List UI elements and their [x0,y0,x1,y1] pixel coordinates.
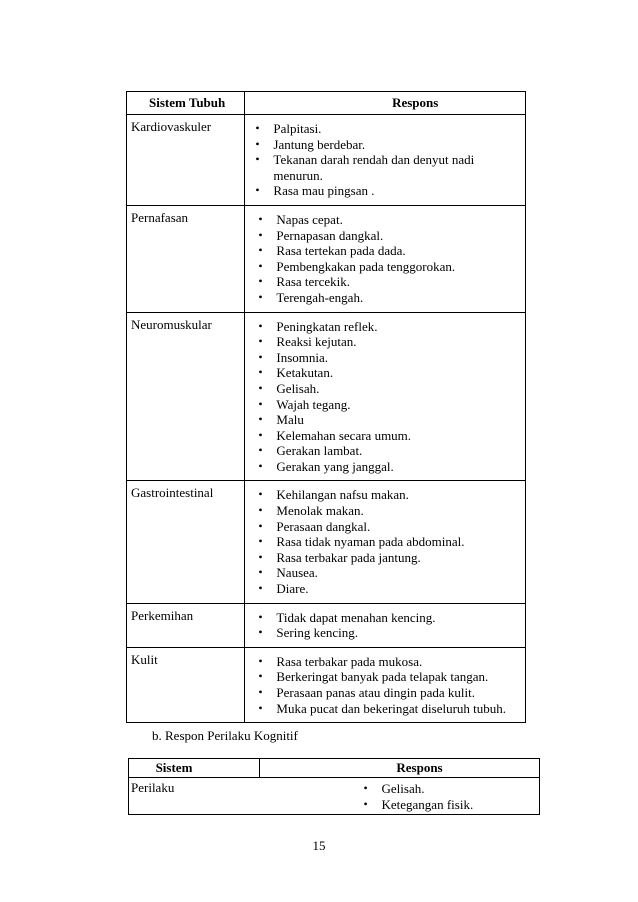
list-item: • Sering kencing. [276,625,525,641]
system-cell: Kulit [127,647,245,722]
table-row [127,481,526,603]
list-item: • Kehilangan nafsu makan. [276,487,525,503]
system-cell: Perilaku [129,778,260,815]
list-item: • Reaksi kejutan. [276,334,525,350]
list-item: • Jantung berdebar. [273,137,525,153]
response-cell [245,115,526,206]
list-item: • Ketakutan. [276,365,525,381]
list-item: • Muka pucat dan bekeringat diseluruh tubuh. [276,701,525,717]
section-subheading: b. Respon Perilaku Kognitif [152,728,298,743]
list-item: • Ketegangan fisik. [382,797,540,813]
list-item: • Rasa tercekik. [276,274,525,290]
table-row [127,115,526,206]
list-item: • Berkeringat banyak pada telapak tangan. [276,669,525,685]
list-item: • Napas cepat. [276,212,525,228]
table-header-row [129,759,540,778]
response-cell [260,778,540,815]
response-cell [245,312,526,481]
system-cell: Neuromuskular [127,312,245,481]
list-item: • Rasa mau pingsan . [273,183,525,199]
list-item: • Gelisah. [276,381,525,397]
list-item: • Tekanan darah rendah dan denyut nadi menurun. [273,152,525,183]
list-item: • Rasa terbakar pada jantung. [276,550,525,566]
table-row [127,312,526,481]
response-cell [245,603,526,647]
list-item: • Gerakan yang janggal. [276,459,525,475]
list-item: • Tidak dapat menahan kencing. [276,610,525,626]
response-list [245,481,525,602]
list-item: • Wajah tegang. [276,397,525,413]
list-item: • Malu [276,412,525,428]
list-item: • Terengah-engah. [276,290,525,306]
list-item: • Insomnia. [276,350,525,366]
system-cell: Gastrointestinal [127,481,245,603]
response-cell [245,647,526,722]
list-item: • Rasa terbakar pada mukosa. [276,654,525,670]
response-list [260,778,540,814]
table-row [129,778,540,815]
list-item: • Peningkatan reflek. [276,319,525,335]
header-system: Sistem Tubuh [127,92,245,115]
list-item: • Rasa tertekan pada dada. [276,243,525,259]
list-item: • Gelisah. [382,781,540,797]
system-cell: Pernafasan [127,205,245,312]
table-row [127,603,526,647]
list-item: • Gerakan lambat. [276,443,525,459]
list-item: • Diare. [276,581,525,597]
response-list [245,206,525,312]
response-list [245,604,525,647]
table-row [127,647,526,722]
table-row [127,205,526,312]
list-item: • Kelemahan secara umum. [276,428,525,444]
response-list [245,313,525,481]
header-response: Respons [260,759,540,778]
header-response: Respons [245,92,526,115]
list-item: • Menolak makan. [276,503,525,519]
page-number: 15 [312,838,326,853]
response-cell [245,481,526,603]
list-item: • Perasaan dangkal. [276,519,525,535]
list-item: • Nausea. [276,565,525,581]
system-cell: Kardiovaskuler [127,115,245,206]
response-list [245,115,525,205]
response-list [245,648,525,722]
header-system: Sistem [129,759,260,778]
table-header-row [127,92,526,115]
list-item: • Palpitasi. [273,121,525,137]
list-item: • Pembengkakan pada tenggorokan. [276,259,525,275]
body-system-response-table [126,91,526,723]
list-item: • Pernapasan dangkal. [276,228,525,244]
response-cell [245,205,526,312]
list-item: • Perasaan panas atau dingin pada kulit. [276,685,525,701]
system-cell: Perkemihan [127,603,245,647]
cognitive-response-table [128,758,540,815]
list-item: • Rasa tidak nyaman pada abdominal. [276,534,525,550]
